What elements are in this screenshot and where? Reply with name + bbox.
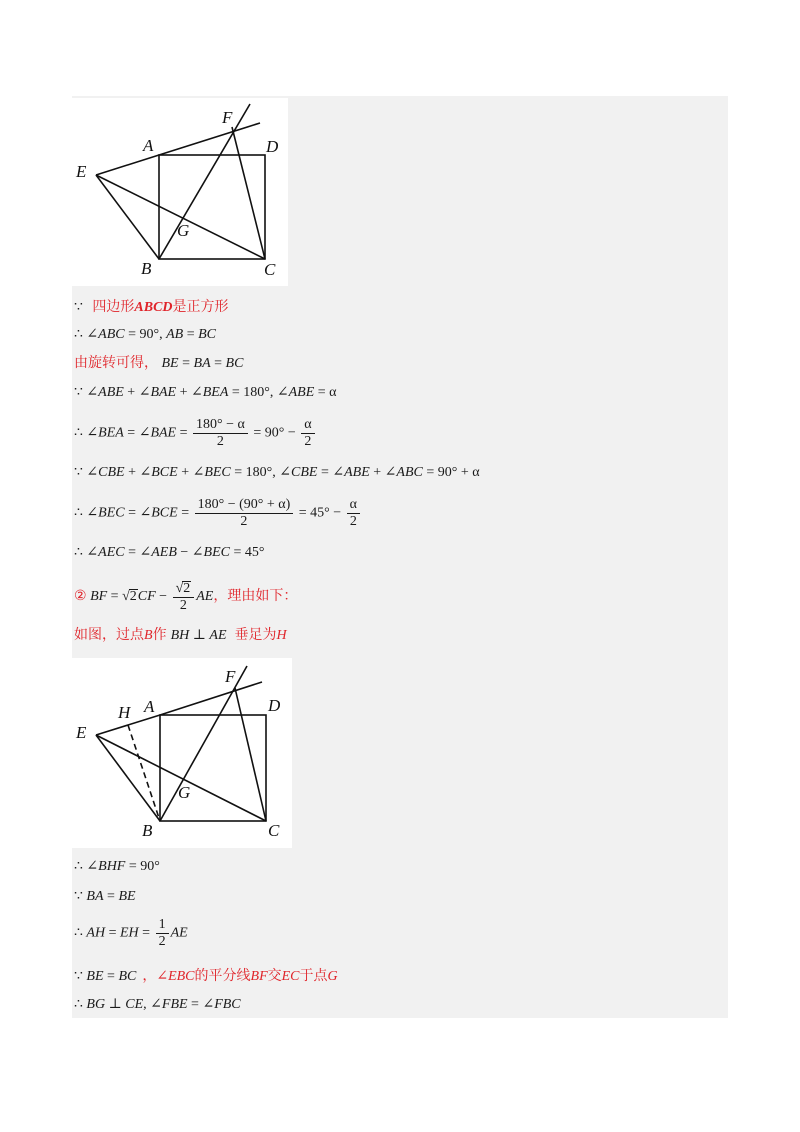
- sym: =: [177, 505, 193, 521]
- sqrt-sign: √: [122, 589, 130, 605]
- line-claim: [74, 581, 297, 613]
- segment-eb: [96, 175, 159, 259]
- text: ，理由如下：: [213, 589, 298, 605]
- sym: = 90°,: [124, 327, 167, 342]
- term: BA: [86, 889, 104, 904]
- line-bec: [74, 498, 362, 529]
- numerator: α: [301, 418, 314, 434]
- sym: , ∠: [143, 997, 162, 1012]
- label-e: E: [76, 162, 87, 181]
- sym: = 90°: [125, 859, 160, 874]
- term: BE: [118, 889, 136, 904]
- segment-bh-dashed: [128, 725, 160, 821]
- term: AEC: [98, 545, 125, 560]
- numerator: 180° − α: [193, 418, 248, 434]
- term: BCE: [151, 505, 178, 521]
- geometry-figure-2: [72, 658, 292, 848]
- label-f: F: [225, 667, 236, 686]
- sym: =: [107, 589, 123, 605]
- sym: = α: [314, 385, 337, 400]
- label-b: B: [141, 259, 152, 278]
- sym: −: [155, 589, 171, 605]
- sym: = ∠: [124, 505, 152, 521]
- term: EC: [281, 969, 300, 984]
- label-e: E: [76, 723, 87, 742]
- text: 于点: [299, 969, 328, 984]
- term: H: [276, 628, 287, 643]
- term: BEC: [204, 465, 231, 480]
- denominator: 2: [216, 434, 224, 449]
- sym: ∵ ∠: [74, 385, 99, 400]
- term: BAE: [150, 425, 177, 441]
- term: BE: [86, 969, 104, 984]
- sqrt-sign: √: [175, 581, 184, 596]
- sym: = ∠: [123, 425, 151, 441]
- denominator: 2: [158, 934, 166, 949]
- text: 如图，过点: [74, 628, 144, 643]
- fraction: [301, 418, 314, 449]
- term: CF: [137, 589, 156, 605]
- term: BAE: [150, 385, 177, 400]
- radicand: 2: [129, 589, 137, 605]
- term: BHF: [98, 859, 126, 874]
- segment-ea: [96, 155, 159, 175]
- fraction: [173, 581, 195, 613]
- term: AEB: [151, 545, 177, 560]
- segment-eb: [96, 735, 160, 821]
- term: FBC: [214, 997, 241, 1012]
- fraction: [195, 498, 294, 529]
- sym: ∴ ∠: [74, 327, 99, 342]
- term: G: [327, 969, 338, 984]
- sym: =: [138, 925, 154, 941]
- denominator: 2: [179, 598, 187, 613]
- text: 交: [267, 969, 282, 984]
- line-angle-sum-1: [74, 386, 337, 400]
- sym: = 45°: [229, 545, 265, 560]
- fraction: [193, 418, 248, 449]
- sym: =: [176, 425, 191, 441]
- numerator: 1: [156, 918, 169, 934]
- label-a: A: [144, 697, 155, 716]
- term: ABE: [288, 385, 315, 400]
- segment-bf-extended: [159, 104, 250, 259]
- segment-fc: [235, 688, 266, 821]
- figure-1-drawing: [72, 98, 288, 286]
- term: AE: [170, 925, 188, 941]
- line-angle-sum-2: [74, 466, 480, 480]
- sym: + ∠: [176, 385, 203, 400]
- term: AE: [196, 589, 214, 605]
- sym: =: [210, 356, 226, 371]
- sym: = 45° −: [295, 505, 345, 521]
- fraction: [156, 918, 169, 949]
- line-bg-ce: [74, 998, 241, 1012]
- sym: =: [105, 925, 120, 941]
- text: 由旋转可得，: [74, 356, 158, 371]
- marker: ②: [74, 589, 91, 605]
- term: BA: [193, 356, 211, 371]
- label-g: G: [178, 783, 191, 802]
- term: AB: [166, 327, 184, 342]
- term: CBE: [98, 465, 125, 480]
- sym: ∵ ∠: [74, 465, 99, 480]
- label-c: C: [264, 260, 276, 279]
- sym: ∴ ∠: [74, 545, 99, 560]
- term: AE: [209, 628, 227, 643]
- label-d: D: [266, 137, 279, 156]
- text: 的平分线: [194, 969, 251, 984]
- sym: ∵: [74, 889, 87, 904]
- sym: ⊥: [105, 997, 126, 1012]
- term: BEC: [203, 545, 230, 560]
- sym: =: [183, 327, 199, 342]
- sym: ∴: [74, 997, 87, 1012]
- line-bisector: [74, 970, 338, 984]
- term: BE: [161, 356, 179, 371]
- line-rotation: [74, 357, 243, 371]
- term: EBC: [168, 969, 195, 984]
- square-abcd: [159, 155, 265, 259]
- denominator: 2: [349, 514, 357, 529]
- sym: − ∠: [176, 545, 204, 560]
- term: ABE: [98, 385, 124, 400]
- segment-bf-extended: [160, 666, 247, 821]
- label-c: C: [268, 821, 280, 840]
- term: BF: [90, 589, 108, 605]
- text: 垂足为: [234, 628, 277, 643]
- segment-af-extended: [160, 682, 262, 715]
- segment-fc: [232, 127, 265, 259]
- line-right-angle: [74, 328, 216, 342]
- sym: ∴ ∠: [74, 425, 99, 441]
- figure-2-drawing: [72, 658, 292, 848]
- text: 作: [152, 628, 167, 643]
- label-f: F: [222, 108, 233, 127]
- text: 四边形: [92, 300, 135, 315]
- label-h: H: [118, 703, 131, 722]
- term: BC: [225, 356, 244, 371]
- term: EH: [120, 925, 139, 941]
- line-square: [74, 301, 229, 315]
- term: BC: [198, 327, 216, 342]
- term: ABE: [344, 465, 370, 480]
- label-d: D: [268, 696, 281, 715]
- term: BF: [250, 969, 268, 984]
- radicand: 2: [183, 581, 191, 596]
- sym: =: [103, 969, 119, 984]
- numerator: α: [347, 498, 360, 514]
- term: AH: [86, 925, 106, 941]
- sym: = 90° −: [249, 425, 300, 441]
- label-a: A: [143, 136, 154, 155]
- line-ah-eh: [74, 918, 188, 949]
- because-symbol: ∵: [74, 300, 83, 315]
- text: ，∠: [142, 969, 169, 984]
- term: B: [144, 628, 153, 643]
- term: BCE: [151, 465, 178, 480]
- sym: = 90° + α: [422, 465, 480, 480]
- label-g: G: [177, 221, 190, 240]
- sym: = 180°, ∠: [228, 385, 289, 400]
- term: BH: [170, 628, 190, 643]
- sym: + ∠: [369, 465, 397, 480]
- sym: = ∠: [187, 997, 215, 1012]
- line-construction: [74, 629, 287, 643]
- label-b: B: [142, 821, 153, 840]
- sym: ∴ ∠: [74, 859, 99, 874]
- sym: ∴ ∠: [74, 505, 99, 521]
- line-aec: [74, 546, 264, 560]
- sym: = ∠: [124, 545, 152, 560]
- sym: + ∠: [123, 385, 151, 400]
- sym: =: [178, 356, 194, 371]
- term: BEC: [98, 505, 125, 521]
- line-bea: [74, 418, 317, 449]
- sym: ⊥: [189, 628, 210, 643]
- term: ABCD: [134, 300, 173, 315]
- term: CE: [125, 997, 144, 1012]
- term: FBE: [161, 997, 188, 1012]
- text: 是正方形: [172, 300, 229, 315]
- segment-af-extended: [159, 123, 260, 155]
- sym: = 180°, ∠: [230, 465, 292, 480]
- sym: = ∠: [317, 465, 345, 480]
- term: BC: [118, 969, 137, 984]
- sym: ∵: [74, 969, 87, 984]
- denominator: 2: [304, 434, 312, 449]
- term: BG: [86, 997, 106, 1012]
- numerator: 180° − (90° + α): [195, 498, 294, 514]
- term: BEA: [202, 385, 229, 400]
- geometry-figure-1: [72, 98, 288, 286]
- sym: =: [103, 889, 119, 904]
- sym: + ∠: [177, 465, 205, 480]
- square-abcd: [160, 715, 266, 821]
- sym: + ∠: [124, 465, 152, 480]
- sym: ∴: [74, 925, 87, 941]
- fraction: [347, 498, 360, 529]
- term: ABC: [396, 465, 423, 480]
- line-bhf: [74, 860, 160, 874]
- numerator: [173, 581, 195, 598]
- term: BEA: [98, 425, 124, 441]
- term: CBE: [291, 465, 318, 480]
- segment-ec: [96, 175, 265, 259]
- term: ABC: [98, 327, 125, 342]
- segment-ec: [96, 735, 266, 821]
- denominator: 2: [240, 514, 248, 529]
- line-ba-be: [74, 890, 136, 904]
